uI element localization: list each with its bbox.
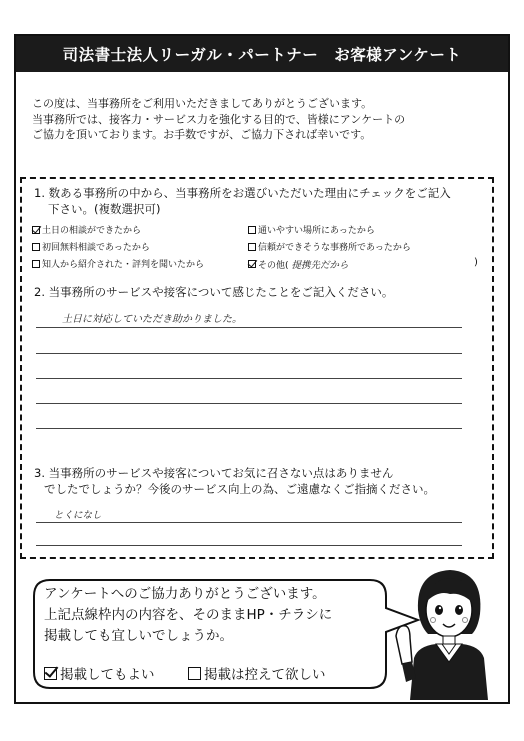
consent-deny-option[interactable] bbox=[188, 663, 326, 683]
intro-line: ご協力を頂いております。お手数ですが、ご協力下されば幸いです。 bbox=[32, 128, 372, 141]
answer-line bbox=[36, 353, 462, 354]
other-close-paren: ) bbox=[474, 257, 478, 268]
checkbox[interactable] bbox=[248, 226, 256, 234]
checkbox-checked[interactable] bbox=[44, 667, 57, 680]
intro-text bbox=[32, 96, 502, 143]
intro-line: 当事務所では、接客力・サービス力を強化する目的で、皆様にアンケートの bbox=[32, 112, 406, 126]
intro-line: この度は、当事務所をご利用いただきましてありがとうございます。 bbox=[32, 97, 373, 110]
q1-option-location[interactable] bbox=[248, 223, 375, 236]
q1-option-weekend[interactable] bbox=[32, 223, 141, 236]
option-label: 知人から紹介された・評判を聞いたから bbox=[42, 260, 205, 270]
answer-line bbox=[36, 545, 462, 546]
answer-line bbox=[36, 327, 462, 328]
option-label: 初回無料相談であったから bbox=[42, 243, 150, 253]
q2-text: 2. 当事務所のサービスや接客について感じたことをご記入ください。 bbox=[34, 285, 394, 299]
q1-option-other[interactable] bbox=[248, 257, 349, 271]
checkbox[interactable] bbox=[32, 260, 40, 268]
consent-line: 上記点線枠内の内容を、そのままHP・チラシに bbox=[44, 607, 333, 623]
answer-line bbox=[36, 522, 462, 523]
q1-line1: 1. 数ある事務所の中から、当事務所をお選びいただいた理由にチェックをご記入 bbox=[34, 186, 451, 200]
checkbox-checked[interactable] bbox=[248, 260, 256, 268]
other-answer-handwriting: 提携先だから bbox=[291, 260, 349, 271]
option-label: 土日の相談ができたから bbox=[42, 226, 142, 236]
q1-option-free-consult[interactable] bbox=[32, 240, 150, 253]
option-label: 信頼ができそうな事務所であったから bbox=[258, 243, 411, 253]
q3-line2: でしたでしょうか？今後のサービス向上の為、ご遠慮なくご指摘ください。 bbox=[44, 482, 435, 496]
page-title: 司法書士法人リーガル・パートナー お客様アンケート bbox=[16, 36, 508, 72]
q3-line1: 3. 当事務所のサービスや接客についてお気に召さない点はありません bbox=[34, 466, 394, 480]
deny-label: 掲載は控えて欲しい bbox=[204, 667, 326, 683]
q2-answer-handwriting: 土日に対応していただき助かりました。 bbox=[62, 314, 242, 325]
checkbox[interactable] bbox=[248, 243, 256, 251]
allow-label: 掲載してもよい bbox=[60, 667, 155, 683]
checkbox[interactable] bbox=[32, 243, 40, 251]
staff-woman-illustration bbox=[388, 558, 508, 700]
option-label: 通いやすい場所にあったから bbox=[258, 226, 375, 236]
checkbox[interactable] bbox=[188, 667, 201, 680]
consent-line: アンケートへのご協力ありがとうございます。 bbox=[44, 586, 326, 602]
option-label: その他( bbox=[258, 260, 289, 271]
consent-speech-bubble bbox=[30, 578, 398, 690]
answer-line bbox=[36, 428, 462, 429]
checkbox-checked[interactable] bbox=[32, 226, 40, 234]
survey-dotted-box bbox=[20, 177, 494, 559]
consent-line: 掲載しても宜しいでしょうか。 bbox=[44, 628, 233, 644]
consent-allow-option[interactable] bbox=[44, 663, 155, 683]
q1-option-referral[interactable] bbox=[32, 257, 204, 270]
q1-line2: 下さい。(複数選択可) bbox=[48, 202, 161, 216]
q3-answer-handwriting: とくになし bbox=[54, 510, 102, 521]
answer-line bbox=[36, 378, 462, 379]
q1-option-trust[interactable] bbox=[248, 240, 411, 253]
answer-line bbox=[36, 403, 462, 404]
